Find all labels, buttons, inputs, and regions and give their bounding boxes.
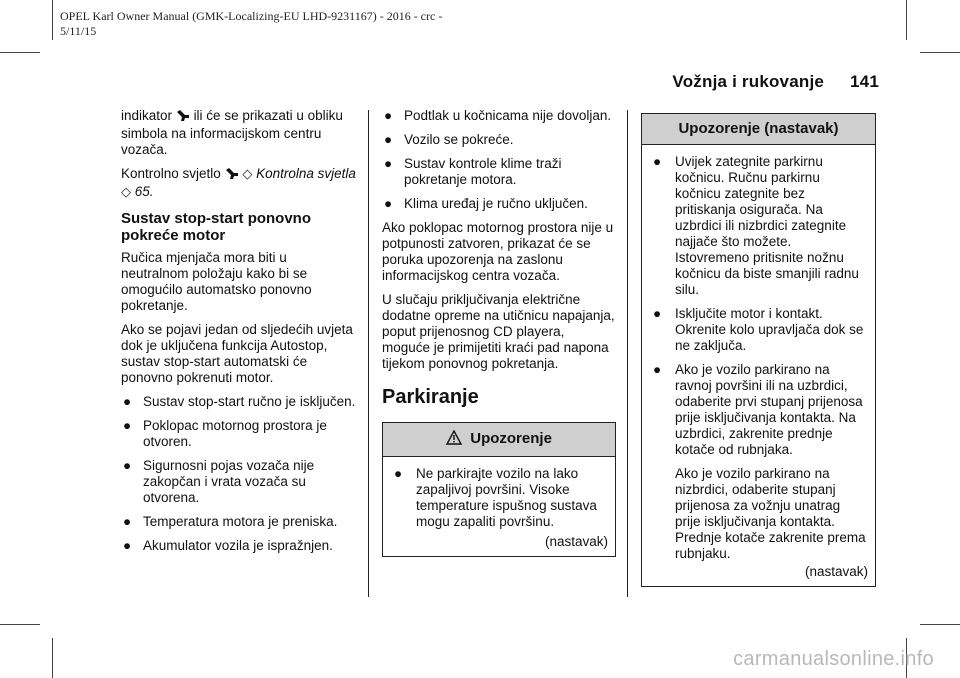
list-item [121, 394, 357, 410]
warning-triangle-icon [446, 430, 462, 449]
bullet-icon: ● [123, 538, 132, 553]
column-right [641, 113, 876, 587]
bullet-list [121, 394, 357, 554]
bullet-list [651, 154, 868, 458]
list-item-text: Klima uređaj je ručno uključen. [404, 196, 588, 211]
bullet-icon: ● [123, 394, 132, 409]
crop-mark [906, 0, 907, 40]
warning-header [383, 423, 615, 457]
bullet-icon: ● [123, 514, 132, 529]
crop-mark [920, 624, 960, 625]
column-divider [368, 110, 369, 597]
list-item [651, 154, 868, 298]
document-info-date: 5/11/15 [60, 24, 97, 38]
paragraph: U slučaju priključivanja električne dodatne opreme na utičnicu napajanja, poput prijenosnog CD playera, moguće je primijetiti kraći pad napona tijekom ponovnog pokretanja. [382, 292, 615, 371]
bullet-icon: ● [653, 362, 662, 377]
text: indikator [121, 108, 173, 123]
paragraph: Ako se pojavi jedan od sljedećih uvjeta dok je uključena funkcija Autostop, sustav stop-start automatski će ponovno pokrenuti motor. [121, 322, 353, 385]
list-item-text: Uvijek zategnite parkirnu kočnicu. Ručnu parkirnu kočnicu zategnite bez pritiskanja osigurača. Na uzbrdici ili nizbrdici zategnite najjače što možete. Istovremeno pritisnite nožnu kočnicu da biste smanjili radnu silu. [675, 154, 859, 297]
warning-title: Upozorenje (nastavak) [678, 120, 839, 137]
list-item-text: Ne parkirajte vozilo na lako zapaljivoj površini. Visoke temperature ispušnog sustava mogu zapaliti površinu. [416, 466, 597, 529]
crop-mark [52, 638, 53, 678]
paragraph [121, 108, 357, 158]
list-item [651, 306, 868, 354]
reference-arrow-icon: ◇ [242, 166, 253, 181]
warning-box [641, 113, 876, 587]
list-item-text: Temperatura motora je preniska. [143, 514, 338, 529]
bullet-icon: ● [123, 418, 132, 433]
paragraph: Ako je vozilo parkirano na nizbrdici, odaberite stupanj prijenosa za vožnju unatrag prije isključivanja kontakta. Prednje kotače zakrenite prema rubnjaku. [675, 466, 866, 561]
document-info [60, 9, 442, 39]
text: Kontrolno svjetlo [121, 166, 221, 181]
column-divider [627, 110, 628, 597]
list-item [382, 196, 616, 212]
crop-mark [920, 52, 960, 53]
list-item [651, 362, 868, 458]
bullet-list [392, 466, 608, 530]
crop-mark [0, 624, 40, 625]
list-item [392, 466, 608, 530]
section-heading: Parkiranje [382, 386, 479, 408]
paragraph [121, 166, 357, 200]
bullet-icon: ● [394, 466, 403, 481]
warning-title: Upozorenje [470, 430, 552, 447]
section-title: Vožnja i rukovanje [672, 72, 825, 91]
autostop-indicator-icon [176, 109, 190, 126]
list-item-text: Akumulator vozila je ispražnjen. [143, 538, 333, 553]
list-item-text: Isključite motor i kontakt. Okrenite kolo upravljača dok se ne zaključa. [675, 306, 864, 353]
warning-body [383, 457, 615, 556]
document-info-line: OPEL Karl Owner Manual (GMK-Localizing-EU LHD-9231167) - 2016 - crc - [60, 9, 443, 23]
crop-mark [0, 52, 40, 53]
continued-label: (nastavak) [544, 534, 608, 549]
warning-body [642, 145, 875, 586]
crop-mark [52, 0, 53, 40]
list-item [382, 132, 616, 148]
list-item [121, 458, 357, 506]
list-item-text: Sigurnosni pojas vozača nije zakopčan i vrata vozača su otvorena. [143, 458, 315, 505]
paragraph: Ručica mjenjača mora biti u neutralnom položaju kako bi se omogućilo automatsko ponovno pokretanje. [121, 250, 312, 313]
list-item [121, 514, 357, 530]
running-head [672, 72, 879, 92]
bullet-icon: ● [384, 108, 393, 123]
paragraph: Ako poklopac motornog prostora nije u potpunosti zatvoren, prikazat će se poruka upozorenja na zaslonu informacijskog centra vozača. [382, 220, 614, 283]
bullet-icon: ● [653, 154, 662, 169]
autostop-indicator-icon [225, 167, 239, 184]
list-item [121, 418, 357, 450]
cross-reference-link[interactable]: Kontrolna svjetla [256, 166, 356, 181]
continued-label: (nastavak) [804, 564, 868, 579]
list-item [382, 108, 616, 124]
list-item-text: Poklopac motornog prostora je otvoren. [143, 418, 327, 449]
list-item-text: Podtlak u kočnicama nije dovoljan. [404, 108, 612, 123]
warning-box [382, 422, 616, 557]
bullet-icon: ● [384, 196, 393, 211]
watermark: carmanualsonline.info [733, 648, 934, 670]
list-item-text: Ako je vozilo parkirano na ravnoj površini ili na uzbrdici, odaberite prvi stupanj prijenosa prije isključivanja kontakta. Na uzbrdici, zakrenite prednje kotače od rubnjaka. [675, 362, 863, 457]
bullet-list [382, 108, 616, 212]
list-item-text: Vozilo se pokreće. [404, 132, 514, 147]
bullet-icon: ● [653, 306, 662, 321]
cross-reference-page[interactable]: 65. [134, 184, 154, 199]
text: ili će se prikazati u obliku simbola na informacijskom centru vozača. [121, 108, 343, 157]
list-item-text: Sustav stop-start ručno je isključen. [143, 394, 356, 409]
bullet-icon: ● [384, 132, 393, 147]
list-item-text: Sustav kontrole klime traži pokretanje motora. [404, 156, 562, 187]
list-item [382, 156, 616, 188]
column-middle [382, 108, 616, 557]
bullet-icon: ● [123, 458, 132, 473]
warning-header [642, 114, 875, 145]
bullet-icon: ● [384, 156, 393, 171]
list-item [121, 538, 357, 554]
reference-arrow-icon: ◇ [121, 184, 131, 199]
page-number: 141 [850, 72, 879, 91]
column-left [121, 108, 357, 562]
subsection-heading: Sustav stop-start ponovno pokreće motor [121, 210, 312, 244]
